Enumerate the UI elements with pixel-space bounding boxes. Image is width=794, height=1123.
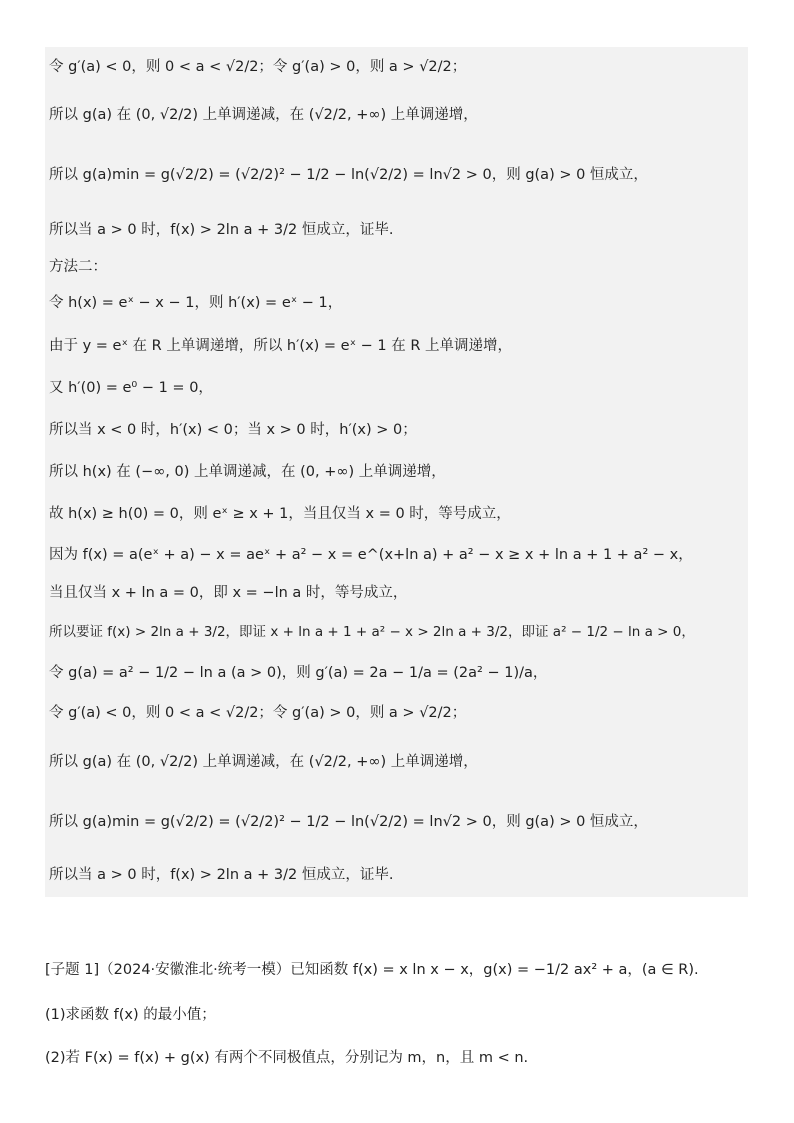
solution-line: 所以 h(x) 在 (−∞, 0) 上单调递减，在 (0, +∞) 上单调递增， xyxy=(49,464,446,480)
solution-line: 所以 g(a)min = g(√2/2) = (√2/2)² − 1/2 − ln(√2/2) = ln√2 > 0，则 g(a) > 0 恒成立， xyxy=(49,814,648,830)
solution-block xyxy=(45,47,748,897)
solution-line: 所以 g(a) 在 (0, √2/2) 上单调递减，在 (√2/2, +∞) 上单调递增， xyxy=(49,107,478,123)
method-heading: 方法二： xyxy=(49,259,107,275)
solution-line: 令 g′(a) < 0，则 0 < a < √2/2；令 g′(a) > 0，则 a > √2/2； xyxy=(49,705,467,721)
solution-line: 所以 g(a)min = g(√2/2) = (√2/2)² − 1/2 − ln(√2/2) = ln√2 > 0，则 g(a) > 0 恒成立， xyxy=(49,167,648,183)
solution-line: 所以 g(a) 在 (0, √2/2) 上单调递减，在 (√2/2, +∞) 上单调递增， xyxy=(49,754,478,770)
solution-line: 因为 f(x) = a(eˣ + a) − x = aeˣ + a² − x = e^(x+ln a) + a² − x ≥ x + ln a + 1 + a² − x， xyxy=(49,547,693,563)
solution-line: 所以当 x < 0 时，h′(x) < 0；当 x > 0 时，h′(x) > 0； xyxy=(49,422,417,438)
subproblem-question-1: (1)求函数 f(x) 的最小值； xyxy=(45,1007,216,1023)
subproblem-heading: [子题 1]（2024·安徽淮北·统考一模）已知函数 f(x) = x ln x − x，g(x) = −1/2 ax² + a，(a ∈ R). xyxy=(45,962,699,978)
solution-line: 所以当 a > 0 时，f(x) > 2ln a + 3/2 恒成立，证毕. xyxy=(49,867,394,883)
solution-line: 令 g(a) = a² − 1/2 − ln a (a > 0)，则 g′(a) = 2a − 1/a = (2a² − 1)/a， xyxy=(49,665,548,681)
solution-line: 令 g′(a) < 0，则 0 < a < √2/2；令 g′(a) > 0，则 a > √2/2； xyxy=(49,59,467,75)
solution-line: 由于 y = eˣ 在 R 上单调递增，所以 h′(x) = eˣ − 1 在 R 上单调递增， xyxy=(49,338,513,354)
solution-line: 故 h(x) ≥ h(0) = 0，则 eˣ ≥ x + 1，当且仅当 x = 0 时，等号成立， xyxy=(49,506,511,522)
solution-line: 当且仅当 x + ln a = 0，即 x = −ln a 时，等号成立， xyxy=(49,585,408,601)
solution-line: 令 h(x) = eˣ − x − 1，则 h′(x) = eˣ − 1， xyxy=(49,295,343,311)
subproblem-question-2: (2)若 F(x) = f(x) + g(x) 有两个不同极值点，分别记为 m，n，且 m < n. xyxy=(45,1050,529,1066)
solution-line: 所以要证 f(x) > 2ln a + 3/2，即证 x + ln a + 1 + a² − x > 2ln a + 3/2，即证 a² − 1/2 − ln a > 0， xyxy=(49,624,695,640)
solution-line: 所以当 a > 0 时，f(x) > 2ln a + 3/2 恒成立，证毕. xyxy=(49,222,394,238)
solution-line: 又 h′(0) = e⁰ − 1 = 0， xyxy=(49,380,213,396)
